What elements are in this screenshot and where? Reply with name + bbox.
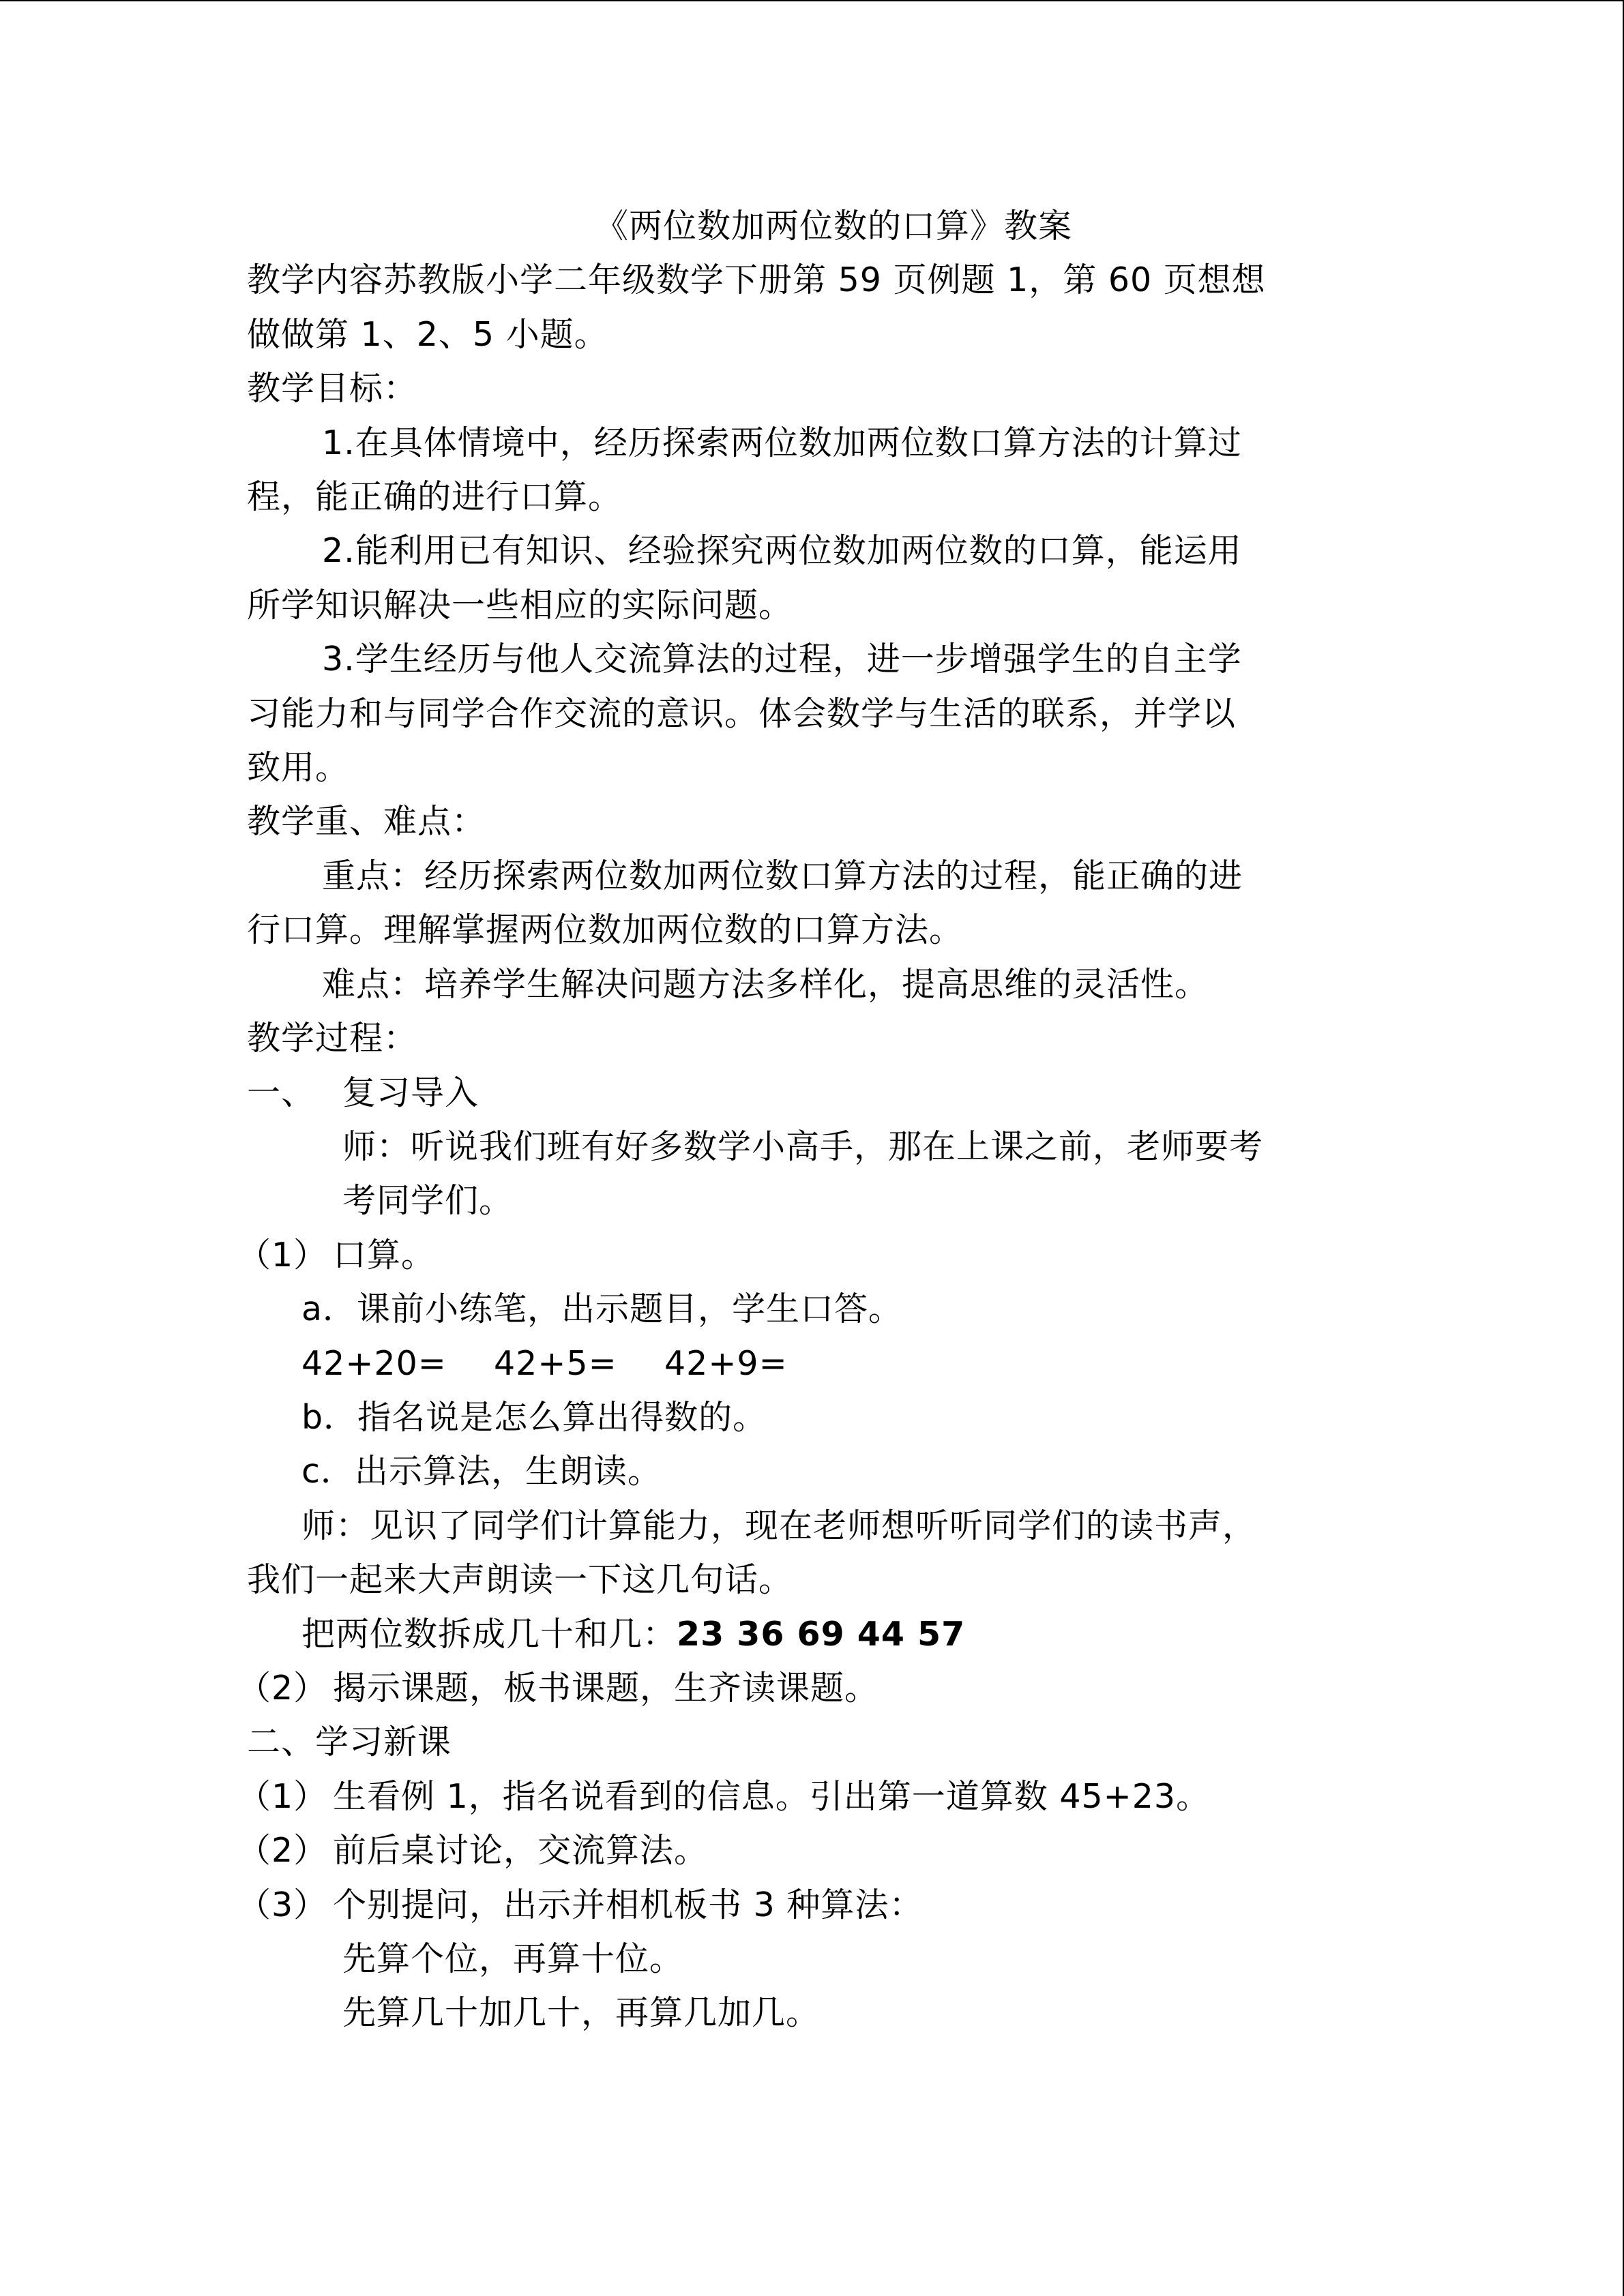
item-number: （2） (237, 1831, 328, 1870)
keypoint-line: 重点：经历探索两位数加两位数口算方法的过程，能正确的进 (322, 856, 1243, 895)
equation: 42+9= (664, 1343, 788, 1383)
item-number: （3） (237, 1885, 328, 1924)
equation: 42+5= (494, 1343, 617, 1383)
section-title: 复习导入 (342, 1073, 479, 1112)
list-item (237, 1228, 1379, 1282)
list-item (237, 1661, 1379, 1715)
content-line: 教学内容苏教版小学二年级数学下册第 59 页例题 1，第 60 页想想 (247, 260, 1266, 300)
goal-line: 3.学生经历与他人交流算法的过程，进一步增强学生的自主学 (322, 640, 1242, 679)
item-text: 前后桌讨论，交流算法。 (333, 1831, 709, 1870)
document-body (237, 199, 1379, 2040)
teacher-line: 考同学们。 (342, 1181, 514, 1221)
item-number: （2） (237, 1668, 328, 1708)
item-number: （1） (237, 1776, 328, 1816)
split-numbers: 23 36 69 44 57 (677, 1614, 966, 1654)
item-text: 个别提问，出示并相机板书 3 种算法： (333, 1885, 924, 1924)
goal-line: 程，能正确的进行口算。 (247, 477, 623, 517)
content-line: 做做第 1、2、5 小题。 (247, 314, 608, 354)
equation: 42+20= (301, 1343, 447, 1383)
goal-line: 1.在具体情境中，经历探索两位数加两位数口算方法的计算过 (322, 423, 1242, 462)
list-item (237, 1878, 1379, 1932)
teacher-line: 我们一起来大声朗读一下这几句话。 (247, 1560, 793, 1600)
item-text: 生看例 1，指名说看到的信息。引出第一道算数 45+23。 (333, 1776, 1211, 1816)
split-line (247, 1607, 1379, 1661)
item-text: 口算。 (333, 1235, 436, 1274)
item-number: （1） (237, 1235, 328, 1274)
step-line: a．课前小练笔，出示题目，学生口答。 (301, 1289, 903, 1329)
equation-row (247, 1337, 1379, 1390)
document-title: 《两位数加两位数的口算》教案 (594, 207, 1072, 245)
goal-line: 2.能利用已有知识、经验探究两位数加两位数的口算，能运用 (322, 531, 1242, 571)
keypoints-heading: 教学重、难点： (247, 802, 486, 841)
step-line: c．出示算法，生朗读。 (301, 1452, 662, 1491)
method-line: 先算个位，再算十位。 (342, 1939, 684, 1978)
difficult-point: 难点：培养学生解决问题方法多样化，提高思维的灵活性。 (322, 964, 1209, 1004)
list-item (237, 1770, 1379, 1823)
goals-heading: 教学目标： (247, 369, 418, 408)
goal-line: 所学知识解决一些相应的实际问题。 (247, 585, 793, 625)
goal-line: 习能力和与同学合作交流的意识。体会数学与生活的联系，并学以 (247, 694, 1237, 733)
item-text: 揭示课题，板书课题，生齐读课题。 (333, 1668, 879, 1708)
section-heading (247, 1066, 1379, 1120)
section-number: 一、 (247, 1073, 316, 1112)
teacher-line: 师：听说我们班有好多数学小高手，那在上课之前，老师要考 (342, 1127, 1264, 1166)
list-item (237, 1823, 1379, 1877)
method-line: 先算几十加几十，再算几加几。 (342, 1993, 821, 2033)
section-heading: 二、学习新课 (247, 1723, 452, 1762)
goal-line: 致用。 (247, 748, 350, 788)
step-line: b．指名说是怎么算出得数的。 (301, 1397, 767, 1437)
teacher-line: 师：见识了同学们计算能力，现在老师想听听同学们的读书声， (301, 1506, 1257, 1545)
keypoint-line: 行口算。理解掌握两位数加两位数的口算方法。 (247, 910, 964, 950)
split-label: 把两位数拆成几十和几： (301, 1614, 677, 1654)
process-heading: 教学过程： (247, 1019, 418, 1058)
